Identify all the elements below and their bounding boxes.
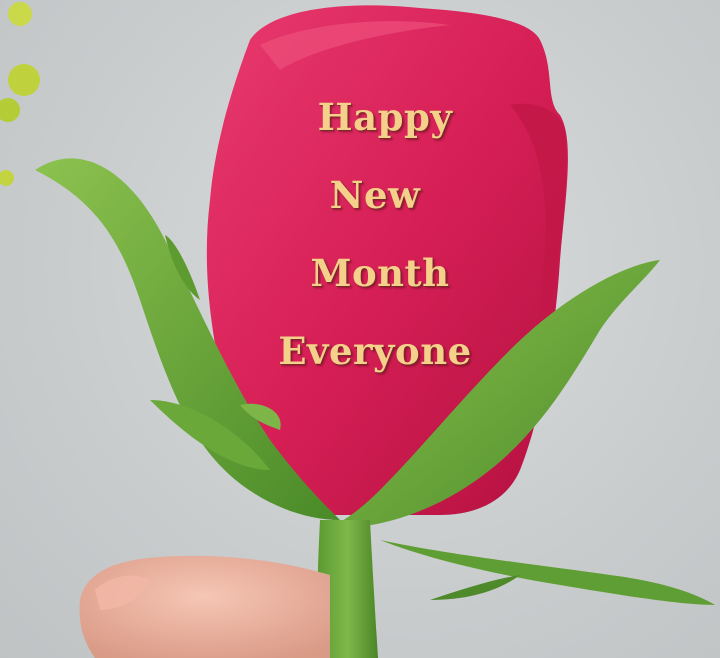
- greeting-line-4: Everyone: [278, 329, 472, 373]
- greeting-line-3: Month: [310, 251, 450, 295]
- greeting-text: [255, 78, 495, 390]
- yellow-blossom-icon: [0, 2, 40, 186]
- greeting-line-1: Happy: [317, 95, 453, 139]
- greeting-line-2: New: [329, 173, 421, 217]
